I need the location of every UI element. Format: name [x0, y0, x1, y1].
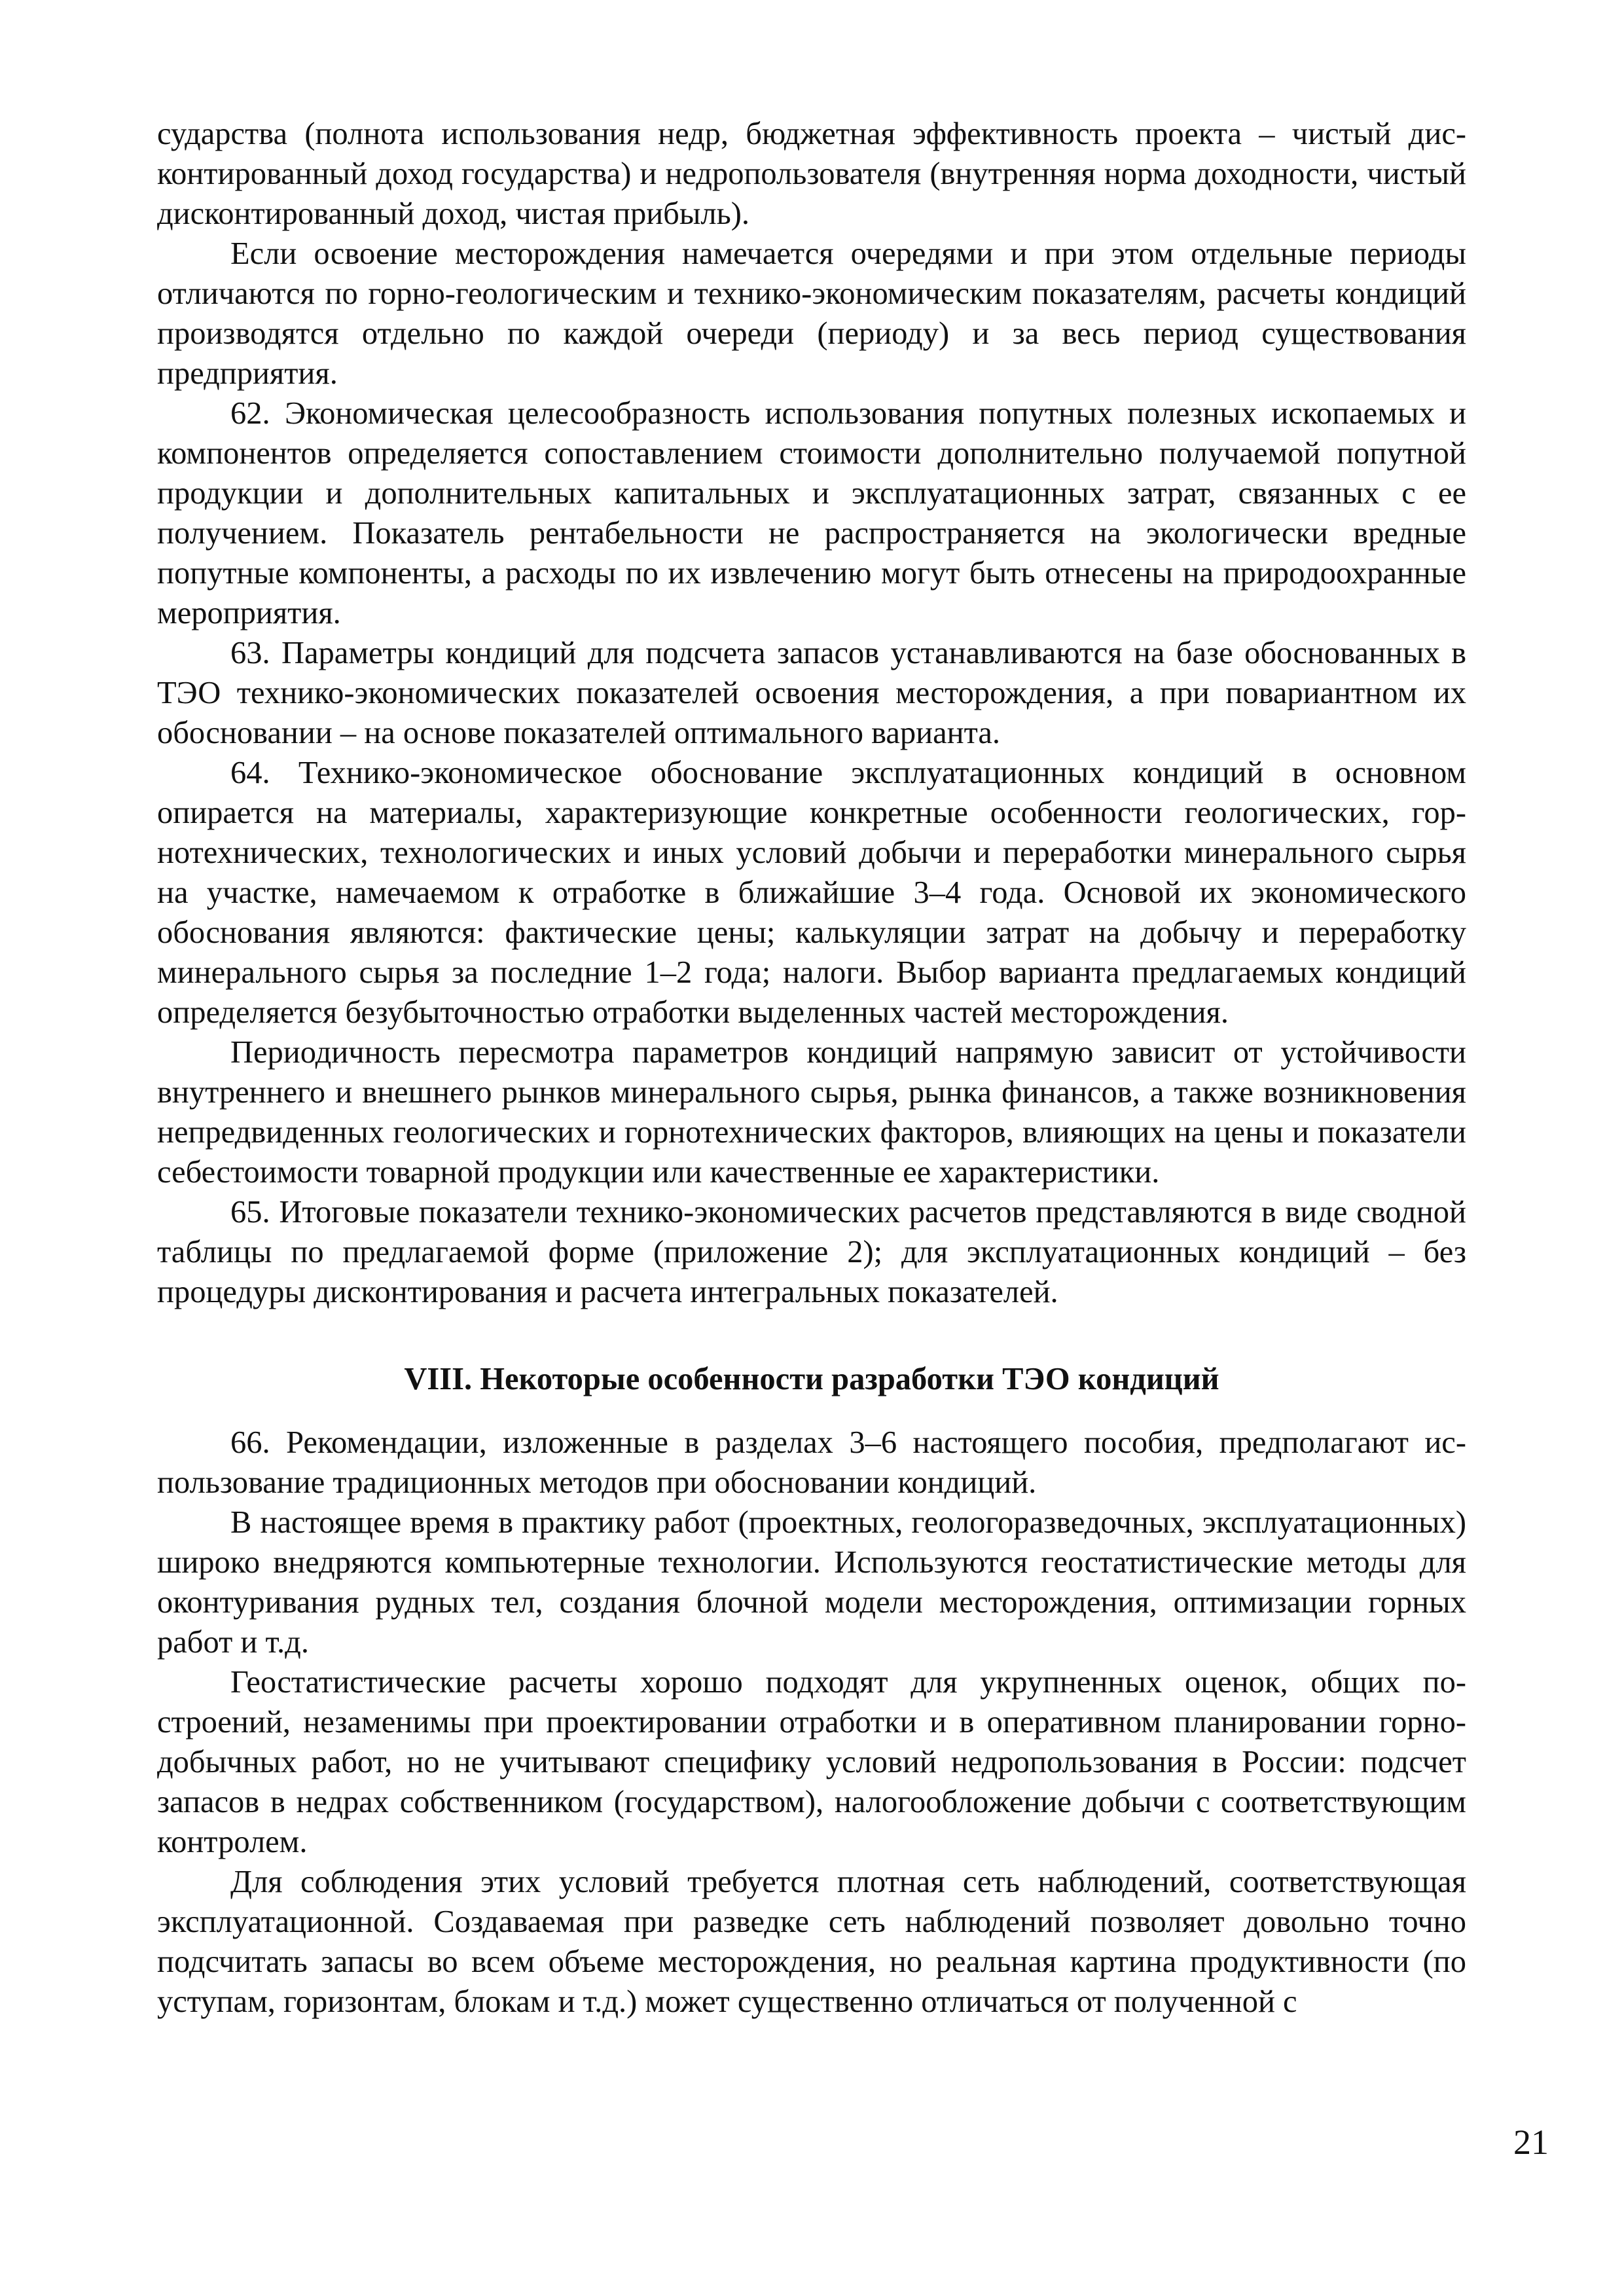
- paragraph-62: 62. Экономическая целесообразность использования попутных полезных ископаемых и компонентов определяется сопоставлением стоимости дополнительно получаемой попутной продукции и дополнительных капитальных и эксплуатационных затрат, связанных с ее получением. Показатель рентабельности не распространяется на экологически вредные попутные компоненты, а расходы по их извлечению могут быть отнесены на природоохранные мероприятия.: [157, 396, 1466, 630]
- paragraph-periodicity: Периодичность пересмотра параметров кондиций напрямую зависит от устойчивости внутреннего и внешнего рынков минерального сырья, рынка финансов, а также возникновения непредвиденных геологических и горнотехнических факторов, влияющих на цены и показатели себестоимости товарной продукции или качественные ее характеристики.: [157, 1035, 1466, 1190]
- paragraph-63: 63. Параметры кондиций для подсчета запасов устанавливаются на базе обоснованных в ТЭО технико-экономических показателей освоения месторождения, а при повариантном их обосновании – на основе показателей оптимального варианта.: [157, 636, 1466, 750]
- paragraph-computer-tech: В настоящее время в практику работ (проектных, геологоразведочных, эксплуатационных) широко внедряются компьютерные технологии. Используются геостатистические методы для оконтуривания рудных тел, создания блочной модели месторождения, оптимизации горных работ и т.д.: [157, 1505, 1466, 1660]
- paragraph-geostatistics: Геостатистические расчеты хорошо подходят для укрупненных оценок, общих построений, незаменимы при проектировании отработки и в оперативном планировании горно-добычных работ, но не учитывают специфику условий недропользования в России: подсчет запасов в недрах собственником (государством), налогообложение добычи с соответствующим контролем.: [157, 1665, 1466, 1859]
- paragraph-observation-network: Для соблюдения этих условий требуется плотная сеть наблюдений, соответствующая эксплуатационной. Создаваемая при разведке сеть наблюдений позволяет довольно точно подсчитать запасы во всем объеме месторождения, но реальная картина продуктивности (по уступам, горизонтам, блокам и т.д.) может существенно отличаться от полученной с: [157, 1865, 1466, 2019]
- section-heading: VIII. Некоторые особенности разработки ТЭО кондиций: [404, 1362, 1219, 1396]
- paragraph-stages: Если освоение месторождения намечается очередями и при этом отдельные периоды отличаются по горно-геологическим и технико-экономическим показателям, расчеты кондиций производятся отдельно по каждой очереди (периоду) и за весь период существования предприятия.: [157, 236, 1466, 391]
- page-number: 21: [1513, 2123, 1549, 2162]
- paragraph-65: 65. Итоговые показатели технико-экономических расчетов представляются в виде сводной таблицы по предлагаемой форме (приложение 2); для эксплуатационных кондиций – без процедуры дисконтирования и расчета интегральных показателей.: [157, 1195, 1466, 1309]
- paragraph-66: 66. Рекомендации, изложенные в разделах 3–6 настоящего пособия, предполагают использование традиционных методов при обосновании кондиций.: [157, 1425, 1466, 1500]
- page-body: [157, 114, 1466, 2022]
- paragraph-continuation: сударства (полнота использования недр, бюджетная эффективность проекта – чистый дисконтированный доход государства) и недропользователя (внутренняя норма доходности, чистый дисконтированный доход, чистая прибыль).: [157, 117, 1466, 231]
- paragraph-64: 64. Технико-экономическое обоснование эксплуатационных кондиций в основном опирается на материалы, характеризующие конкретные особенности геологических, горнотехнических, технологических и иных условий добычи и переработки минерального сырья на участке, намечаемом к отработке в ближайшие 3–4 года. Основой их экономического обоснования являются: фактические цены; калькуляции затрат на добычу и переработку минерального сырья за последние 1–2 года; налоги. Выбор варианта предлагаемых кондиций определяется безубыточностью отработки выделенных частей месторождения.: [157, 756, 1466, 1030]
